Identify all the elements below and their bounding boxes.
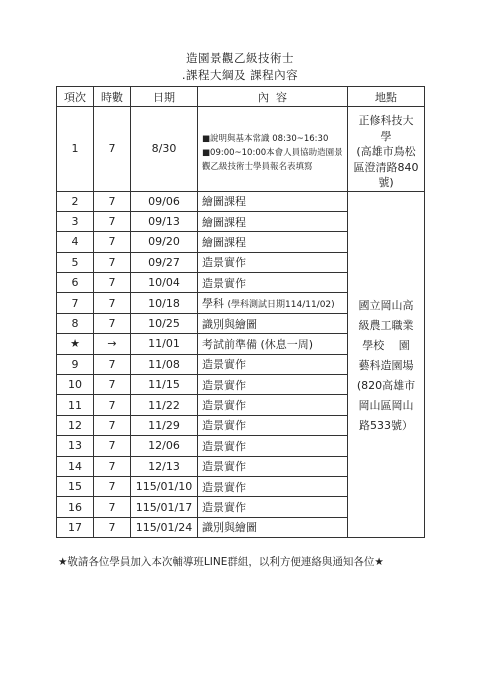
cell-hours: 7 bbox=[94, 313, 131, 333]
col-header-location: 地點 bbox=[348, 87, 425, 107]
cell-no: 6 bbox=[57, 273, 94, 293]
cell-date: 09/20 bbox=[131, 232, 198, 252]
cell-content: 繪圖課程 bbox=[198, 232, 348, 252]
cell-no: 7 bbox=[57, 293, 94, 313]
table-row bbox=[57, 107, 425, 192]
cell-date: 11/29 bbox=[131, 415, 198, 435]
col-header-hours: 時數 bbox=[94, 87, 131, 107]
cell-content: 造景實作 bbox=[198, 252, 348, 272]
cell-hours: 7 bbox=[94, 497, 131, 517]
cell-content: 造景實作 bbox=[198, 273, 348, 293]
cell-date: 10/25 bbox=[131, 313, 198, 333]
cell-no: 10 bbox=[57, 375, 94, 395]
cell-no: 13 bbox=[57, 436, 94, 456]
cell-date: 115/01/10 bbox=[131, 476, 198, 496]
cell-content: 識別與繪圖 bbox=[198, 313, 348, 333]
cell-hours: 7 bbox=[94, 415, 131, 435]
location-line: 正修科技大 bbox=[358, 114, 414, 127]
table-row bbox=[57, 191, 425, 211]
cell-hours: 7 bbox=[94, 517, 131, 537]
cell-date: 115/01/17 bbox=[131, 497, 198, 517]
location-line: 路533號） bbox=[359, 419, 413, 433]
cell-date: 11/22 bbox=[131, 395, 198, 415]
cell-no: 9 bbox=[57, 354, 94, 374]
cell-date: 09/13 bbox=[131, 211, 198, 231]
cell-hours: 7 bbox=[94, 252, 131, 272]
cell-content bbox=[198, 293, 348, 313]
cell-no: 5 bbox=[57, 252, 94, 272]
cell-no: 4 bbox=[57, 232, 94, 252]
cell-date: 12/13 bbox=[131, 456, 198, 476]
content-line: ■09:00~10:00本會人員協助造園景觀乙級技術士學員報名表填寫 bbox=[202, 148, 343, 173]
cell-hours: 7 bbox=[94, 107, 131, 192]
cell-location-1 bbox=[348, 107, 425, 192]
footer-note: ★敬請各位學員加入本次輔導班LINE群組，以利方便連絡與通知各位★ bbox=[58, 556, 384, 568]
cell-hours: 7 bbox=[94, 354, 131, 374]
cell-content: 造景實作 bbox=[198, 415, 348, 435]
cell-hours: 7 bbox=[94, 273, 131, 293]
content-note: (學科測試日期114/11/02) bbox=[227, 300, 335, 311]
content-line: ■說明與基本常識 08:30~16:30 bbox=[202, 134, 329, 145]
cell-date: 8/30 bbox=[131, 107, 198, 192]
cell-no: 3 bbox=[57, 211, 94, 231]
cell-content bbox=[198, 107, 348, 192]
cell-no: 2 bbox=[57, 191, 94, 211]
location-line: 岡山區岡山 bbox=[358, 399, 414, 413]
cell-hours: 7 bbox=[94, 191, 131, 211]
col-header-date: 日期 bbox=[131, 87, 198, 107]
cell-no: 15 bbox=[57, 476, 94, 496]
cell-no: 11 bbox=[57, 395, 94, 415]
cell-date: 09/06 bbox=[131, 191, 198, 211]
location-line: 藝科造園場 bbox=[358, 359, 414, 373]
cell-date: 10/04 bbox=[131, 273, 198, 293]
cell-no: 14 bbox=[57, 456, 94, 476]
cell-hours: 7 bbox=[94, 395, 131, 415]
cell-content: 造景實作 bbox=[198, 497, 348, 517]
cell-hours: 7 bbox=[94, 293, 131, 313]
location-line: 學 bbox=[380, 129, 392, 143]
cell-hours: 7 bbox=[94, 456, 131, 476]
cell-content: 造景實作 bbox=[198, 395, 348, 415]
document-subtitle: .課程大綱及 課程內容 bbox=[181, 68, 299, 82]
cell-hours: 7 bbox=[94, 476, 131, 496]
document-title: 造園景觀乙級技術士 bbox=[186, 51, 294, 65]
cell-content: 考試前準備 (休息一周) bbox=[198, 334, 348, 354]
cell-location-2 bbox=[348, 191, 425, 538]
cell-no: 1 bbox=[57, 107, 94, 192]
location-line: 級農工職業 bbox=[358, 319, 414, 333]
cell-hours: 7 bbox=[94, 211, 131, 231]
cell-content: 繪圖課程 bbox=[198, 211, 348, 231]
location-line: 國立岡山高 bbox=[358, 299, 414, 313]
cell-no: 12 bbox=[57, 415, 94, 435]
cell-content: 造景實作 bbox=[198, 436, 348, 456]
cell-no: 16 bbox=[57, 497, 94, 517]
cell-no: 17 bbox=[57, 517, 94, 537]
schedule-table bbox=[56, 86, 425, 538]
content-text: 學科 bbox=[202, 297, 224, 311]
location-line: (820高雄市 bbox=[356, 379, 416, 393]
cell-date: 09/27 bbox=[131, 252, 198, 272]
cell-date: 11/15 bbox=[131, 375, 198, 395]
cell-no: ★ bbox=[57, 334, 94, 354]
cell-content: 識別與繪圖 bbox=[198, 517, 348, 537]
location-line: (高雄市鳥松 bbox=[356, 145, 416, 158]
cell-content: 繪圖課程 bbox=[198, 191, 348, 211]
location-line: 學校 園 bbox=[362, 339, 410, 353]
col-header-content: 內 容 bbox=[198, 87, 348, 107]
cell-no: 8 bbox=[57, 313, 94, 333]
cell-date: 115/01/24 bbox=[131, 517, 198, 537]
cell-date: 11/01 bbox=[131, 334, 198, 354]
cell-hours: 7 bbox=[94, 375, 131, 395]
col-header-no: 項次 bbox=[57, 87, 94, 107]
table-header-row bbox=[57, 87, 425, 107]
cell-date: 11/08 bbox=[131, 354, 198, 374]
cell-hours: 7 bbox=[94, 232, 131, 252]
cell-content: 造景實作 bbox=[198, 375, 348, 395]
cell-hours: → bbox=[94, 334, 131, 354]
cell-date: 12/06 bbox=[131, 436, 198, 456]
cell-content: 造景實作 bbox=[198, 476, 348, 496]
cell-date: 10/18 bbox=[131, 293, 198, 313]
location-line: 區澄清路840 bbox=[353, 160, 419, 174]
location-line: 號) bbox=[378, 176, 394, 189]
cell-hours: 7 bbox=[94, 436, 131, 456]
cell-content: 造景實作 bbox=[198, 354, 348, 374]
cell-content: 造景實作 bbox=[198, 456, 348, 476]
